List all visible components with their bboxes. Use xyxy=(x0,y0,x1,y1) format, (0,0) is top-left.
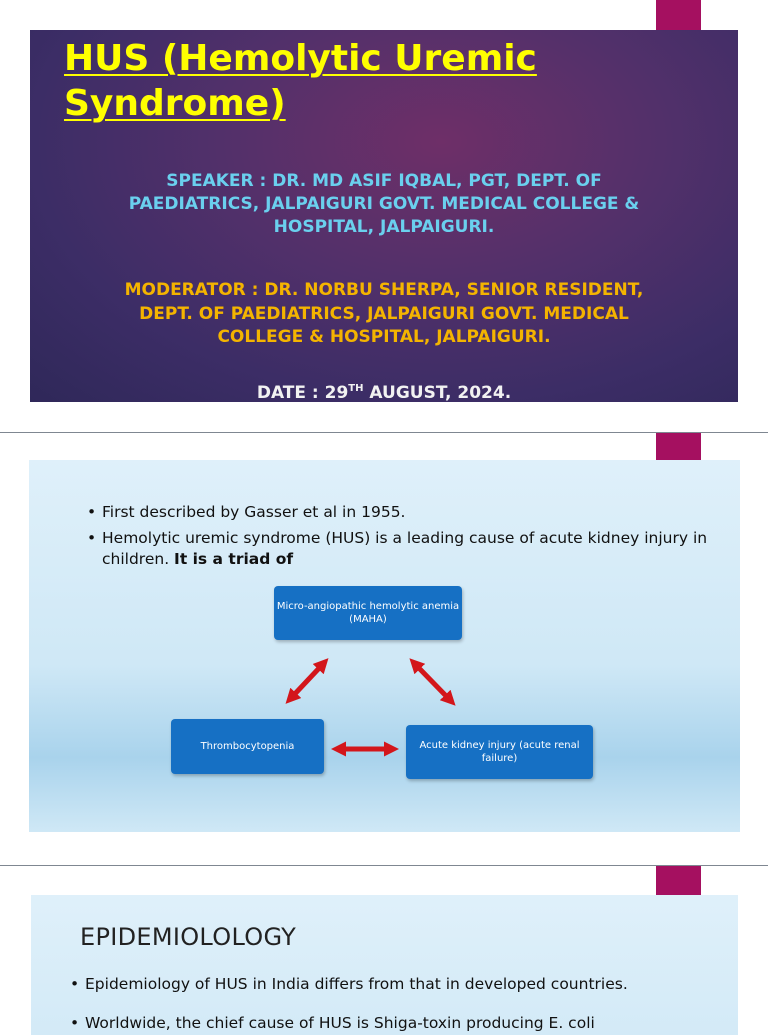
arrow-maha-thrombocytopenia xyxy=(291,664,323,698)
maha-box: Micro-angiopathic hemolytic anemia (MAHA) xyxy=(274,586,462,640)
triad-slide[interactable] xyxy=(29,460,740,832)
bullet-text: Hemolytic uremic syndrome (HUS) is a leading cause of acute kidney injury in children. xyxy=(102,529,708,568)
bullet-text: Epidemiology of HUS in India differs from that in developed countries. xyxy=(85,975,628,993)
date-ordinal: TH xyxy=(348,383,364,394)
moderator-text: MODERATOR : DR. NORBU SHERPA, SENIOR RESIDENT, DEPT. OF PAEDIATRICS, JALPAIGURI GOVT. MEDICAL COLLEGE & HOSPITAL, JALPAIGURI. xyxy=(124,280,644,347)
bullet-text: First described by Gasser et al in 1955. xyxy=(102,503,406,521)
slide-separator xyxy=(0,432,768,433)
triad-arrows xyxy=(29,460,740,832)
slide-separator xyxy=(0,865,768,866)
speaker-text: SPEAKER : DR. MD ASIF IQBAL, PGT, DEPT. OF PAEDIATRICS, JALPAIGURI GOVT. MEDICAL COLLEGE & HOSPITAL, JALPAIGURI. xyxy=(128,171,640,237)
epidemiology-slide[interactable] xyxy=(31,895,738,1035)
date-rest: AUGUST, 2024. xyxy=(363,383,512,402)
bullet-text: Worldwide, the chief cause of HUS is Shiga-toxin producing E. coli xyxy=(85,1014,595,1032)
bullet-list xyxy=(70,974,720,1035)
date-prefix: DATE : 29 xyxy=(256,383,349,402)
title-slide[interactable] xyxy=(30,30,738,402)
slide-title: HUS (Hemolytic Uremic Syndrome) xyxy=(64,38,537,124)
bullet-bold-text: It is a triad of xyxy=(174,550,294,568)
bullet-item xyxy=(70,974,720,995)
slide-accent-tab xyxy=(656,866,701,895)
aki-box: Acute kidney injury (acute renal failure) xyxy=(406,725,593,779)
arrow-maha-aki xyxy=(415,664,450,700)
slide-accent-tab xyxy=(656,433,701,462)
thrombocytopenia-box: Thrombocytopenia xyxy=(171,719,324,774)
slide-heading: EPIDEMIOLOLOGY xyxy=(80,923,297,951)
date-text xyxy=(100,377,668,402)
